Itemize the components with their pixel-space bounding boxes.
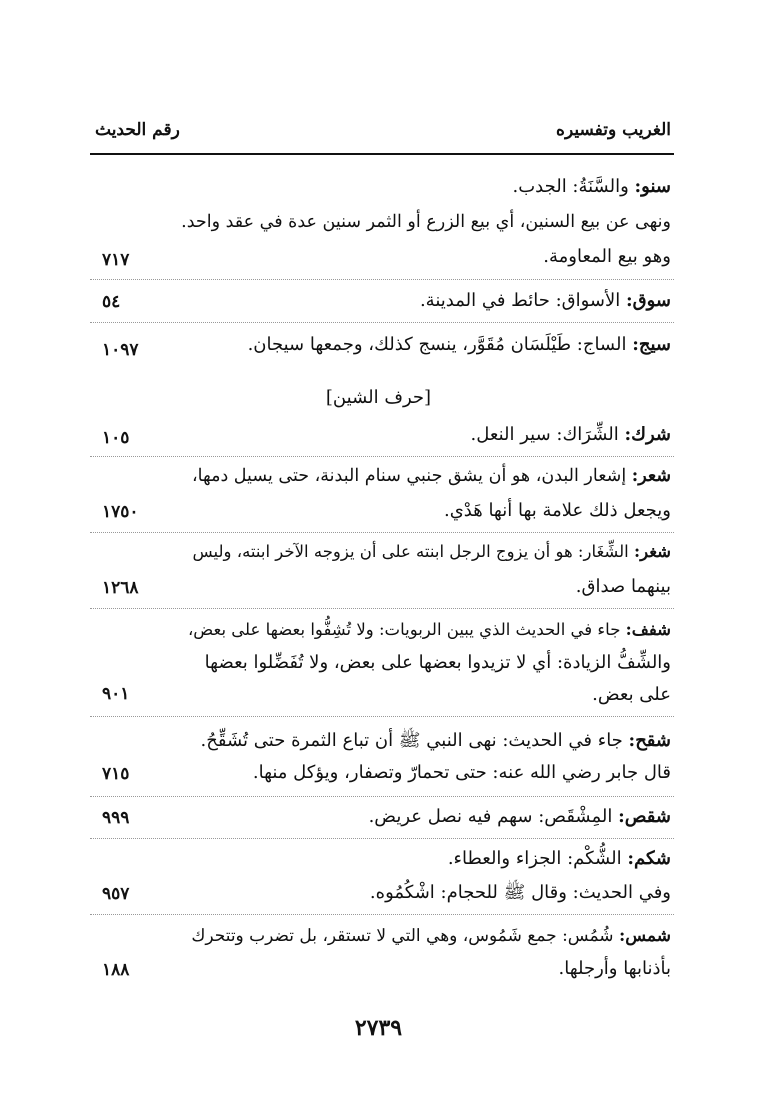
entry-line: سنو: والسَّنَةُ: الجدب. bbox=[512, 176, 671, 197]
separator bbox=[90, 532, 674, 533]
entry-term: شكم: bbox=[627, 848, 671, 869]
hadith-number: ٩٥٧ bbox=[102, 884, 130, 904]
hadith-number: ٧١٥ bbox=[102, 764, 130, 784]
hadith-number: ١٧٥٠ bbox=[102, 502, 139, 522]
hadith-number: ١٨٨ bbox=[102, 960, 130, 980]
hadith-number: ٥٤ bbox=[102, 292, 121, 312]
separator bbox=[90, 456, 674, 457]
entry-line: بأذنابها وأرجلها. bbox=[558, 958, 671, 979]
hadith-number: ١٠٩٧ bbox=[102, 340, 139, 360]
separator bbox=[90, 796, 674, 797]
entry-term: شغر: bbox=[634, 542, 671, 561]
hadith-number: ١٢٦٨ bbox=[102, 578, 139, 598]
entry-line: سيج: الساج: طَيْلَسَان مُقَوَّر، ينسج كذلك، وجمعها سيجان. bbox=[247, 334, 671, 355]
hadith-number: ٧١٧ bbox=[102, 250, 130, 270]
entry-line: شقص: المِشْقَص: سهم فيه نصل عريض. bbox=[368, 806, 671, 827]
separator bbox=[90, 914, 674, 915]
entry-line: بينهما صداق. bbox=[575, 576, 671, 597]
entry-line: شعر: إشعار البدن، هو أن يشق جنبي سنام البدنة، حتى يسيل دمها، bbox=[192, 466, 671, 486]
hadith-number: ١٠٥ bbox=[102, 428, 130, 448]
header-title: الغريب وتفسيره bbox=[556, 120, 671, 140]
separator bbox=[90, 322, 674, 323]
entry-line: سوق: الأسواق: حائط في المدينة. bbox=[419, 290, 671, 311]
entry-line: شرك: الشِّرَاك: سير النعل. bbox=[470, 424, 671, 445]
separator bbox=[90, 716, 674, 717]
entry-line: شفف: جاء في الحديث الذي يبين الربويات: ولا تُشِفُّوا بعضها على بعض، bbox=[187, 620, 671, 639]
separator bbox=[90, 279, 674, 280]
page-number: ٢٧٣٩ bbox=[354, 1015, 403, 1041]
header-rule bbox=[90, 153, 674, 155]
entry-line: شمس: شُمُس: جمع شَمُوس، وهي التي لا تستقر، بل تضرب وتتحرك bbox=[191, 926, 671, 946]
entry-line: على بعض. bbox=[592, 684, 671, 705]
entry-term: شعر: bbox=[631, 466, 671, 486]
entry-term: سيج: bbox=[632, 334, 671, 355]
entry-term: شقح: bbox=[628, 730, 671, 751]
entry-line: وفي الحديث: وقال ﷺ للحجام: اشْكُمُوه. bbox=[369, 882, 671, 903]
hadith-number: ٩٩٩ bbox=[102, 808, 130, 828]
entry-term: شمس: bbox=[618, 926, 671, 946]
entry-line: شغر: الشِّغَار: هو أن يزوج الرجل ابنته على أن يزوجه الآخر ابنته، وليس bbox=[192, 542, 671, 561]
section-heading: [حرف الشين] bbox=[325, 387, 432, 408]
header-number-label: رقم الحديث bbox=[95, 120, 180, 140]
entry-line: شكم: الشُّكْم: الجزاء والعطاء. bbox=[447, 848, 671, 869]
entry-line: قال جابر رضي الله عنه: حتى تحمارّ وتصفار، ويؤكل منها. bbox=[252, 762, 671, 783]
entry-line: وهو بيع المعاومة. bbox=[543, 246, 671, 267]
entry-line: شقح: جاء في الحديث: نهى النبي ﷺ أن تباع الثمرة حتى تُشَقِّحُ. bbox=[200, 730, 671, 751]
separator bbox=[90, 838, 674, 839]
entry-line: والشِّفُّ الزيادة: أي لا تزيدوا بعضها على بعض، ولا تُفَضِّلوا بعضها bbox=[204, 652, 671, 673]
hadith-number: ٩٠١ bbox=[102, 684, 130, 704]
entry-term: شقص: bbox=[618, 806, 671, 827]
separator bbox=[90, 608, 674, 609]
entry-line: ويجعل ذلك علامة بها أنها هَدْي. bbox=[443, 500, 671, 521]
entry-term: سوق: bbox=[626, 290, 671, 311]
entry-term: سنو: bbox=[634, 176, 671, 197]
entry-line: ونهى عن بيع السنين، أي بيع الزرع أو الثمر سنين عدة في عقد واحد. bbox=[181, 212, 671, 232]
entry-term: شفف: bbox=[625, 620, 671, 639]
entry-term: شرك: bbox=[624, 424, 671, 445]
